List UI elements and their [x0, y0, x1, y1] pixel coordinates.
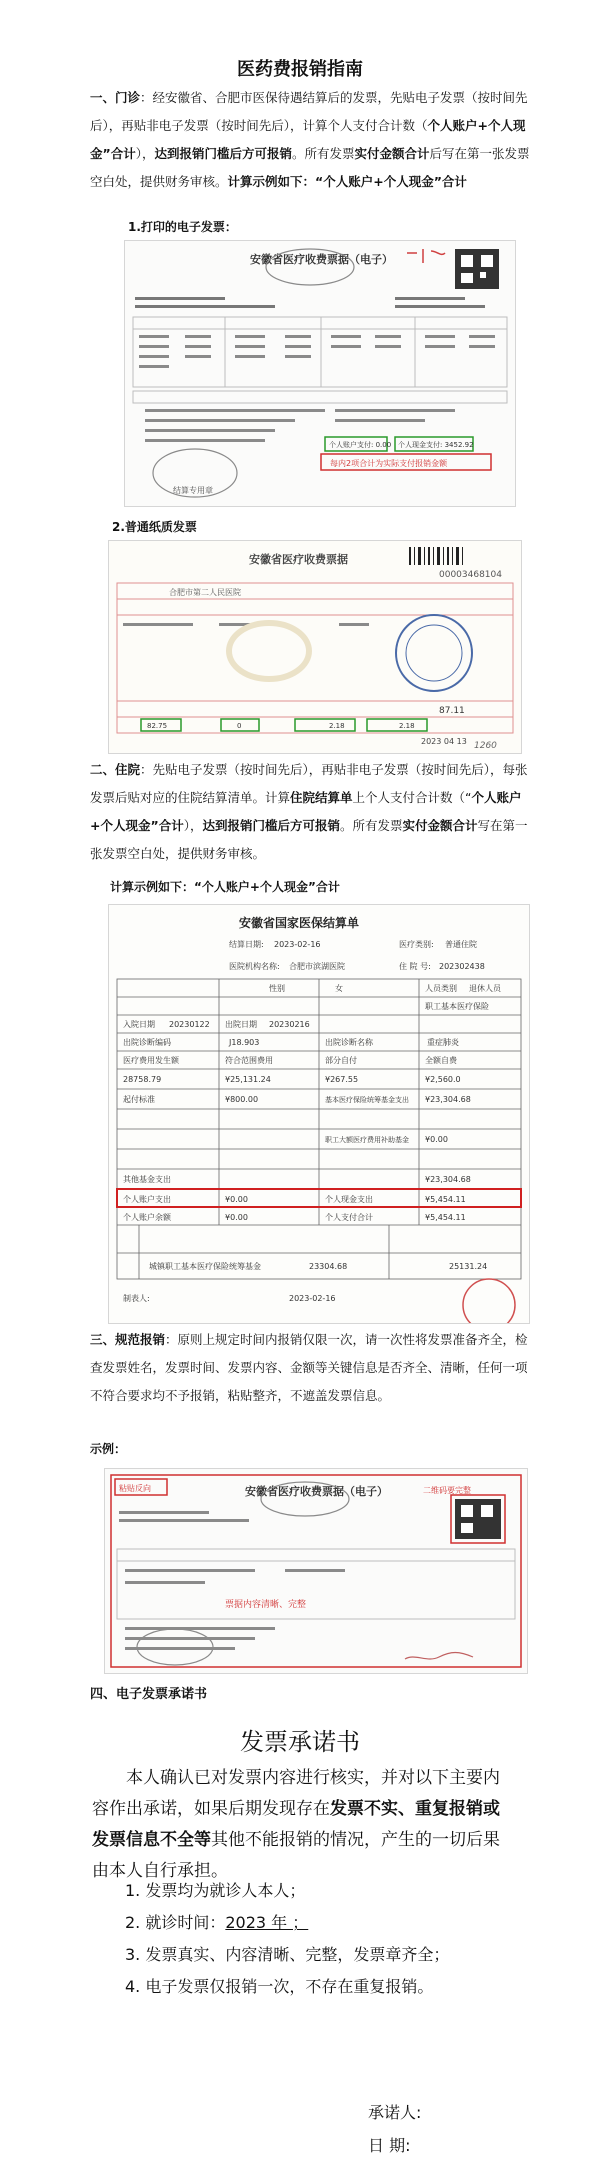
acct: ¥0.00	[225, 1195, 248, 1204]
signer-label[interactable]: 承诺人:	[368, 2103, 422, 2122]
settle-date: 2023-02-16	[274, 940, 321, 949]
total: 28758.79	[123, 1075, 162, 1084]
paper-code: 00003468104	[439, 570, 502, 580]
page-title: 医药费报销指南	[237, 59, 363, 80]
fund-name: 城镇职工基本医疗保险统筹基金	[149, 1262, 261, 1271]
doc-label: 住 院 号:	[399, 962, 431, 971]
fund-sum: 25131.24	[449, 1262, 488, 1271]
label-e-invoice: 1.打印的电子发票：	[128, 220, 237, 234]
policy-label: 符合范围费用	[225, 1056, 273, 1065]
paper-date: 2023 04 13	[421, 737, 467, 746]
inst-label: 医院机构名称:	[229, 962, 280, 971]
visit-time-value[interactable]: 2023 年 ；	[225, 1913, 309, 1932]
fund: ¥23,304.68	[425, 1095, 471, 1104]
list-item: 4. 电子发票仅报销一次，不存在重复报销。	[125, 1977, 434, 1996]
ex-note: 票据内容清晰、完整	[225, 1600, 307, 1610]
cash-label: 个人现金支出	[325, 1195, 373, 1204]
line-label: 起付标准	[123, 1095, 155, 1104]
section-heading: 一、门诊	[90, 90, 141, 105]
maker-label: 制表人:	[123, 1294, 150, 1303]
doc-no: 202302438	[439, 962, 485, 971]
list-item: 3. 发票真实、内容清晰、完整，发票章齐全；	[125, 1945, 450, 1964]
all-self-label: 全额自费	[425, 1056, 457, 1065]
policy: ¥25,131.24	[225, 1075, 271, 1084]
paper-box-c: 2.18	[329, 722, 345, 730]
paper-box-b: 0	[237, 722, 242, 730]
label-paper-invoice: 2.普通纸质发票	[112, 520, 197, 534]
total-label: 医疗费用发生额	[123, 1056, 179, 1065]
gender-label: 性别	[269, 984, 285, 993]
paper-hospital: 合肥市第二人民医院	[169, 588, 241, 597]
commitment-body: 本人确认已对发票内容进行核实，并对以下主要内容作出承诺，如果后期发现存在发票不实、重复报销或发票信息不全等其他不能报销的情况，产生的一切后果由本人自行承担。	[92, 1768, 500, 1881]
acct-total-label: 个人账户余额	[123, 1213, 171, 1222]
paper-total: 87.11	[439, 706, 465, 716]
section-inpatient: 二、住院：先贴电子发票（按时间先后），再贴非电子发票（按时间先后），每张发票后贴对应的住院结算清单。计算住院结算单上个人支付合计数（“个人账户+个人现金”合计），达到报销门槛后方可报销。所有发票实付金额合计写在第一张发票空白处，提供财务审核。	[90, 762, 528, 861]
list-item: 1. 发票均为就诊人本人；	[125, 1881, 306, 1900]
pay-total: ¥5,454.11	[425, 1213, 466, 1222]
diag-name: 重症肺炎	[427, 1038, 459, 1047]
section-heading: 二、住院	[90, 762, 141, 777]
ex-header: 安徽省医疗收费票据（电子）	[245, 1485, 388, 1498]
section-commitment-heading: 四、电子发票承诺书	[90, 1687, 208, 1702]
label-example: 示例：	[90, 1442, 127, 1456]
commitment-list	[125, 1875, 525, 2003]
self: ¥267.55	[325, 1075, 359, 1084]
admit-date: 20230122	[169, 1020, 210, 1029]
out-date: 20230216	[269, 1020, 310, 1029]
label-calc-example: 计算示例如下：“个人账户+个人现金”合计	[110, 880, 340, 894]
maker-date: 2023-02-16	[289, 1294, 336, 1303]
line: ¥800.00	[225, 1095, 259, 1104]
big-label: 职工大额医疗费用补助基金	[325, 1136, 409, 1144]
other-label: 其他基金支出	[123, 1175, 171, 1184]
diag-code: J18.903	[229, 1038, 260, 1047]
cash: ¥5,454.11	[425, 1195, 466, 1204]
acct-label: 个人账户支出	[123, 1195, 171, 1204]
section-standard: 三、规范报销：原则上规定时间内报销仅限一次，请一次性将发票准备齐全，检查发票姓名，发票时间、发票内容、金额等关键信息是否齐全、清晰，任何一项不符合要求均不予报销，粘贴整齐，不遮盖发票信息。	[90, 1332, 528, 1403]
list-item: 2. 就诊时间：2023 年 ；	[125, 1913, 309, 1932]
gender: 女	[335, 984, 343, 993]
tag-b: 二维码要完整	[423, 1486, 471, 1495]
settle-title: 安徽省国家医保结算单	[239, 916, 360, 930]
pay-total-label: 个人支付合计	[325, 1213, 373, 1222]
e-invoice-image	[124, 240, 516, 507]
insured-type: 职工基本医疗保险	[425, 1002, 489, 1011]
admit-date-label: 入院日期	[123, 1020, 155, 1029]
person-type-label: 人员类别	[425, 984, 457, 993]
fund-amount: 23304.68	[309, 1262, 348, 1271]
date-label[interactable]: 日 期:	[368, 2136, 411, 2155]
paper-header: 安徽省医疗收费票据	[249, 553, 348, 566]
settle-date-label: 结算日期:	[229, 940, 264, 949]
other: ¥23,304.68	[425, 1175, 471, 1184]
paper-box-d: 2.18	[399, 722, 415, 730]
med-type: 普通住院	[445, 940, 477, 949]
boxed-account: 个人账户支付: 0.00	[329, 441, 392, 449]
fund-label: 基本医疗保险统筹基金支出	[325, 1096, 409, 1104]
acct-total: ¥0.00	[225, 1213, 248, 1222]
paper-handwrite: 1260	[474, 741, 497, 751]
diag-label: 出院诊断编码	[123, 1038, 171, 1047]
paper-invoice-image	[108, 540, 522, 754]
section-outpatient: 一、门诊：经安徽省、合肥市医保待遇结算后的发票，先贴电子发票（按时间先后），再贴非电子发票（按时间先后），计算个人支付合计数（个人账户+个人现金”合计），达到报销门槛后方可报销。所有发票实付金额合计后写在第一张发票空白处，提供财务审核。计算示例如下：“个人账户+个人现金”合计	[90, 90, 530, 189]
med-type-label: 医疗类别:	[399, 940, 434, 949]
diag-name-label: 出院诊断名称	[325, 1038, 373, 1047]
big: ¥0.00	[425, 1135, 448, 1144]
settlement-sheet-image	[108, 904, 530, 1324]
tag-a: 粘贴反向	[119, 1484, 151, 1493]
commitment-title: 发票承诺书	[240, 1728, 360, 1756]
self-label: 部分自付	[325, 1056, 357, 1065]
example-invoice-image	[104, 1468, 528, 1674]
out-date-label: 出院日期	[225, 1020, 257, 1029]
paper-box-a: 82.75	[147, 722, 168, 730]
section-heading: 三、规范报销	[90, 1332, 166, 1347]
boxed-cash: 个人现金支付: 3452.92	[398, 441, 474, 449]
all-self: ¥2,560.0	[425, 1075, 461, 1084]
person-type: 退休人员	[469, 984, 501, 993]
invoice-header: 安徽省医疗收费票据（电子）	[250, 253, 393, 266]
inst: 合肥市滨湖医院	[289, 962, 345, 971]
red-note: 每内2项合计为实际支付报销金额	[330, 459, 448, 468]
seal-text: 结算专用章	[173, 486, 213, 495]
